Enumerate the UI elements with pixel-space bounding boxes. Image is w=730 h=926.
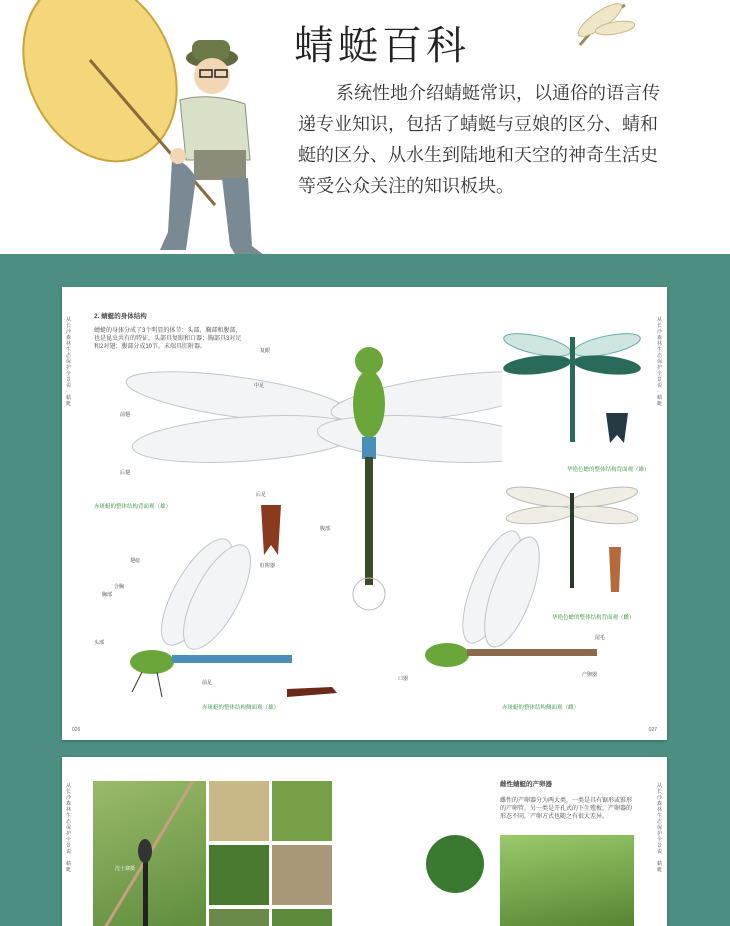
- section-title: 2. 蜻蜓的身体结构: [94, 313, 147, 320]
- photo-appendage-3: [209, 845, 269, 905]
- label-hindwing: 后翅: [120, 470, 131, 476]
- caption-lateral-female: 赤斑蜓的整体结构侧面观（雌）: [502, 705, 580, 711]
- label-mouthparts: 口器: [398, 676, 409, 682]
- photo-appendage-2: [272, 781, 332, 841]
- top-banner: [0, 0, 730, 254]
- side-running-head-left: 从长沙森林生态保护全景说·蜻蜓: [66, 317, 72, 407]
- label-synthorax: 合胸: [114, 584, 125, 590]
- page-title: 蜻蜓百科: [294, 23, 470, 69]
- label-thorax: 胸部: [102, 592, 113, 598]
- caption-lateral-view: 赤斑蜓的整体结构侧面观（雄）: [202, 705, 280, 711]
- photo-appendage-6: [272, 909, 332, 926]
- intro-paragraph: 系统性地介绍蜻蜓常识，以通俗的语言传递专业知识，包括了蜻蜓与豆娘的区分、蜻和蜓的区分、从水生到陆地和天空的神奇生活史等受公众关注的知识板块。: [298, 83, 660, 197]
- perched-dragonfly-silhouette: [93, 781, 206, 926]
- photo-credit: 沈士寨摄: [115, 866, 136, 872]
- photo-appendage-1: [209, 781, 269, 841]
- label-head: 头部: [94, 640, 105, 646]
- section-body-text: 蜻蜓的身体分成了3个明显的体节：头部、胸部和腹部，也是昆虫共有的特征。头部具复眼和口器；胸部具3对足和2对翅；腹部分成10节，末端具肛附器。: [94, 328, 242, 350]
- label-anal-appendage: 肛附器: [260, 563, 276, 569]
- photo-appendage-5: [209, 909, 269, 926]
- section-title-ovipositor: 雌性蜻蜓的产卵器: [500, 781, 552, 788]
- ovipositor-closeup: [605, 547, 625, 597]
- book-spread-ovipositor: [62, 757, 667, 926]
- side-running-head-right-2: 从长沙森林生态保护全景说·蜻蜓: [657, 783, 663, 873]
- photo-ovipositor-round: [426, 835, 484, 893]
- dragonfly-lateral-female-figure: [397, 527, 607, 697]
- label-forewing: 前翅: [120, 412, 131, 418]
- boy-with-net-illustration: [0, 0, 300, 254]
- caption-damselfly-male: 华艳色蟌的整体结构背面观（雄）: [567, 467, 650, 473]
- page-number-left: 026: [72, 727, 81, 733]
- label-front-leg: 前足: [202, 680, 213, 686]
- label-compound-eye: 复眼: [260, 348, 271, 354]
- label-hind-leg: 后足: [256, 492, 267, 498]
- dragonfly-drawing: [570, 0, 640, 50]
- caption-damselfly-female: 华艳色蟌的整体结构背面观（雌）: [552, 615, 635, 621]
- caption-dorsal-view: 赤斑蜓的整体结构背面观（雄）: [94, 504, 172, 510]
- photo-perched-dragonfly: [93, 781, 206, 926]
- damselfly-appendage-closeup: [604, 413, 630, 449]
- book-spread-body-structure: [62, 287, 667, 740]
- side-running-head-left-2: 从长沙森林生态保护全景说·蜻蜓: [66, 783, 72, 873]
- label-abdomen: 腹部: [320, 526, 331, 532]
- photo-appendage-4: [272, 845, 332, 905]
- label-cerci: 尾毛: [595, 635, 606, 641]
- section-body-ovipositor: 雌性的产卵器分为两大类，一类是具有锯形或锥形的产卵管，另一类是开孔式的下生殖板，产卵器的形态不同，产卵方式也随之有很大差异。: [500, 798, 633, 820]
- page-number-right: 027: [648, 727, 657, 733]
- label-middle-leg: 中足: [254, 383, 265, 389]
- side-running-head-right: 从长沙森林生态保护全景说·蜻蜓: [657, 317, 663, 407]
- appendage-lateral-closeup: [287, 685, 337, 699]
- label-pterostigma: 翅痣: [130, 558, 141, 564]
- label-ovipositor: 产卵器: [582, 672, 598, 678]
- photo-female-dragonfly: [500, 835, 634, 926]
